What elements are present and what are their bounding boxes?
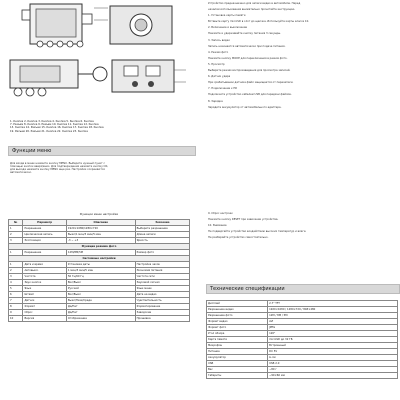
spec-value: JPEG xyxy=(268,325,398,331)
table-cell: 1920×1080/1280×720 xyxy=(66,226,135,232)
table-subheader: Функции режима фото xyxy=(9,244,190,250)
table-cell: 2 xyxy=(9,232,23,238)
text-line: При срабатывании датчика файл защищается от перезаписи. xyxy=(208,81,294,85)
table-cell: 9 xyxy=(9,310,23,316)
table-cell: Сброс xyxy=(23,310,66,316)
instructions-text xyxy=(208,2,398,112)
text-line: Нажмите и удерживайте кнопку питания 3 секунды. xyxy=(208,32,281,36)
table-cell: Выкл/Низк/Средн xyxy=(66,298,135,304)
table-header: Описание xyxy=(66,220,135,226)
table-cell: Размер фото xyxy=(135,250,189,256)
table-cell: 8 xyxy=(9,304,23,310)
table-subheader: Системные настройки xyxy=(9,256,190,262)
table-cell: Чувствительность xyxy=(135,298,189,304)
table-cell: Установка даты xyxy=(66,262,135,268)
table-cell: Автовыкл. xyxy=(23,268,66,274)
spec-label: Разрешение фото xyxy=(207,313,268,319)
table-cell: 1 xyxy=(9,250,23,256)
section-text: Для входа в меню нажмите кнопку MENU. Выберите нужный пункт с помощью кнопок вверх/вниз. Для подтверждения нажмите кнопку OK, для выхода нажмите кнопку MENU еще раз. Настройки сохраняются автоматически. xyxy=(10,162,109,175)
spec-label: Разрешение видео xyxy=(207,307,268,313)
device-diagram xyxy=(0,0,196,118)
text-line: Устройство предназначено для записи видео в автомобиле. Перед xyxy=(208,2,301,5)
legend-line: 1. Кнопка 2. Кнопка 3. Кнопка 4. Кнопка 5. Кнопка 6. Кнопка xyxy=(10,120,94,123)
spec-label: Аккумулятор xyxy=(207,355,268,361)
specs-header: Технические спецификации xyxy=(206,284,400,294)
spec-label: Питание xyxy=(207,349,268,355)
spec-value: Встроенный xyxy=(268,343,398,349)
text-line: Вставьте карту microSD в слот до щелчка. Используйте карты класса 10. xyxy=(208,20,310,24)
text-line: 9. Сброс настроек xyxy=(208,212,233,215)
table-cell: Язык меню xyxy=(135,286,189,292)
text-line: Зарядите аккумулятор от автомобильного адаптера. xyxy=(208,105,282,109)
text-line: 1. Установка карты памяти xyxy=(208,14,246,18)
text-line: 10. Внимание xyxy=(208,224,227,228)
spec-label: Формат видео xyxy=(207,319,268,325)
table-header: № xyxy=(9,220,23,226)
table-cell: Отображение xyxy=(66,316,135,322)
table-cell: Вкл/Выкл xyxy=(66,280,135,286)
text-line: Выберите режим воспроизведения для просмотра записей. xyxy=(208,69,291,73)
spec-label: Угол обзора xyxy=(207,331,268,337)
text-line: Нажмите кнопку MODE для переключения в режим фото. xyxy=(208,56,288,60)
text-line: Запись начинается автоматически при подаче питания. xyxy=(208,44,286,48)
text-line: 4. Режим фото xyxy=(208,50,229,54)
table-cell: Да/Нет xyxy=(66,304,135,310)
table-cell: Настройка часов xyxy=(135,262,189,268)
spec-row xyxy=(207,373,398,379)
text-line: Нажмите кнопку RESET при зависании устройства. xyxy=(208,218,279,222)
table-cell: Экономия питания xyxy=(135,268,189,274)
legend-line: 19. Разъем 20. Разъем 21. Кнопка 22. Кнопка 23. Кнопка xyxy=(10,129,88,133)
table-cell: Частота сети xyxy=(135,274,189,280)
spec-value: 120° xyxy=(268,331,398,337)
parts-legend xyxy=(10,120,194,133)
table-cell: Штамп xyxy=(23,292,66,298)
table-cell: Экспозиция xyxy=(23,238,66,244)
table-cell: 3 xyxy=(9,238,23,244)
table-row xyxy=(9,316,190,322)
text-line: началом использования внимательно прочитайте инструкцию. xyxy=(208,8,296,12)
spec-label: Карта памяти xyxy=(207,337,268,343)
table-cell: Прошивка xyxy=(135,316,189,322)
text-line: Не подвергайте устройство воздействию высоких температур и влаги. xyxy=(208,230,307,234)
table-cell: Форматирование xyxy=(135,304,189,310)
spec-label: Дисплей xyxy=(207,301,268,307)
notes-text xyxy=(208,212,398,242)
table-cell: 3 xyxy=(9,274,23,280)
table-cell: Дата и время xyxy=(23,262,66,268)
spec-value: microSD до 32 ГБ xyxy=(268,337,398,343)
spec-value: ~90×60 мм xyxy=(268,373,398,379)
table-cell: 1 xyxy=(9,226,23,232)
table-cell: 5 xyxy=(9,286,23,292)
specs-table-wrap xyxy=(206,300,398,379)
table-cell: 1 xyxy=(9,262,23,268)
table-cell: Циклическая запись xyxy=(23,232,66,238)
text-line: Подключите устройство кабелем USB для передачи файлов. xyxy=(208,93,292,97)
table-cell: 10 xyxy=(9,316,23,322)
table-cell: Заводские xyxy=(135,310,189,316)
table-cell: Версия xyxy=(23,316,66,322)
spec-label: Формат фото xyxy=(207,325,268,331)
text-line: 6. Датчик удара xyxy=(208,75,231,79)
spec-label: Габариты xyxy=(207,373,268,379)
legend-line: 13. Кнопка 14. Разъем 15. Кнопка 16. Кнопка 17. Кнопка 18. Кнопка xyxy=(10,126,104,130)
table-cell: 1 мин/3 мин/5 мин xyxy=(66,268,135,274)
legend-line: 7. Разъем 8. Кнопка 9. Разъем 10. Кнопка 11. Кнопка 12. Кнопка xyxy=(10,123,99,127)
spec-label: USB xyxy=(207,361,268,367)
table-cell: Дата на видео xyxy=(135,292,189,298)
table-caption: Функции меню настройки xyxy=(79,212,119,216)
table-cell: Русский xyxy=(66,286,135,292)
spec-value: 2.7" TFT xyxy=(268,301,398,307)
specs-table xyxy=(206,300,398,379)
text-line: 3. Запись видео xyxy=(208,38,230,42)
table-cell: Язык xyxy=(23,286,66,292)
table-cell: Звуковой сигнал xyxy=(135,280,189,286)
spec-value: ~80 г xyxy=(268,367,398,373)
spec-value: 12M / 8M / 5M xyxy=(268,313,398,319)
table-cell: Разрешение xyxy=(23,250,66,256)
text-line: 8. Зарядка xyxy=(208,99,223,103)
table-cell: Выберите разрешение xyxy=(135,226,189,232)
table-cell: 12M/8M/5M xyxy=(66,250,135,256)
table-cell: -3 ~ +3 xyxy=(66,238,135,244)
table-cell: Формат xyxy=(23,304,66,310)
spec-label: Вес xyxy=(207,367,268,373)
table-cell: Разрешение xyxy=(23,226,66,232)
table-header: Значение xyxy=(135,220,189,226)
spec-value: AVI xyxy=(268,319,398,325)
spec-value: USB 2.0 xyxy=(268,361,398,367)
table-cell: Звук кнопок xyxy=(23,280,66,286)
section-header: Функции меню xyxy=(8,146,196,156)
spec-value: 1920×1080 / 1280×720 / 848×480 xyxy=(268,307,398,313)
table-cell: 2 xyxy=(9,268,23,274)
text-line: Не разбирайте устройство самостоятельно. xyxy=(208,236,269,240)
spec-label: Микрофон xyxy=(207,343,268,349)
table-cell: Да/Нет xyxy=(66,310,135,316)
table-cell: 6 xyxy=(9,292,23,298)
table-cell: Частота xyxy=(23,274,66,280)
table-cell: 50 Гц/60 Гц xyxy=(66,274,135,280)
text-line: 5. Просмотр xyxy=(208,62,225,66)
spec-value: Li-ion xyxy=(268,355,398,361)
text-line: 2. Включение и выключение xyxy=(208,26,248,30)
settings-table xyxy=(8,219,190,322)
table-cell: Яркость xyxy=(135,238,189,244)
table-cell: Длина записи xyxy=(135,232,189,238)
spec-value: DC 5V xyxy=(268,349,398,355)
table-cell: 7 xyxy=(9,298,23,304)
settings-table-wrap xyxy=(8,212,190,322)
table-cell: 4 xyxy=(9,280,23,286)
text-line: 7. Подключение к ПК xyxy=(208,87,238,91)
table-cell: Датчик xyxy=(23,298,66,304)
table-cell: Выкл/1 мин/3 мин/5 мин xyxy=(66,232,135,238)
table-cell: Вкл/Выкл xyxy=(66,292,135,298)
table-header: Параметр xyxy=(23,220,66,226)
